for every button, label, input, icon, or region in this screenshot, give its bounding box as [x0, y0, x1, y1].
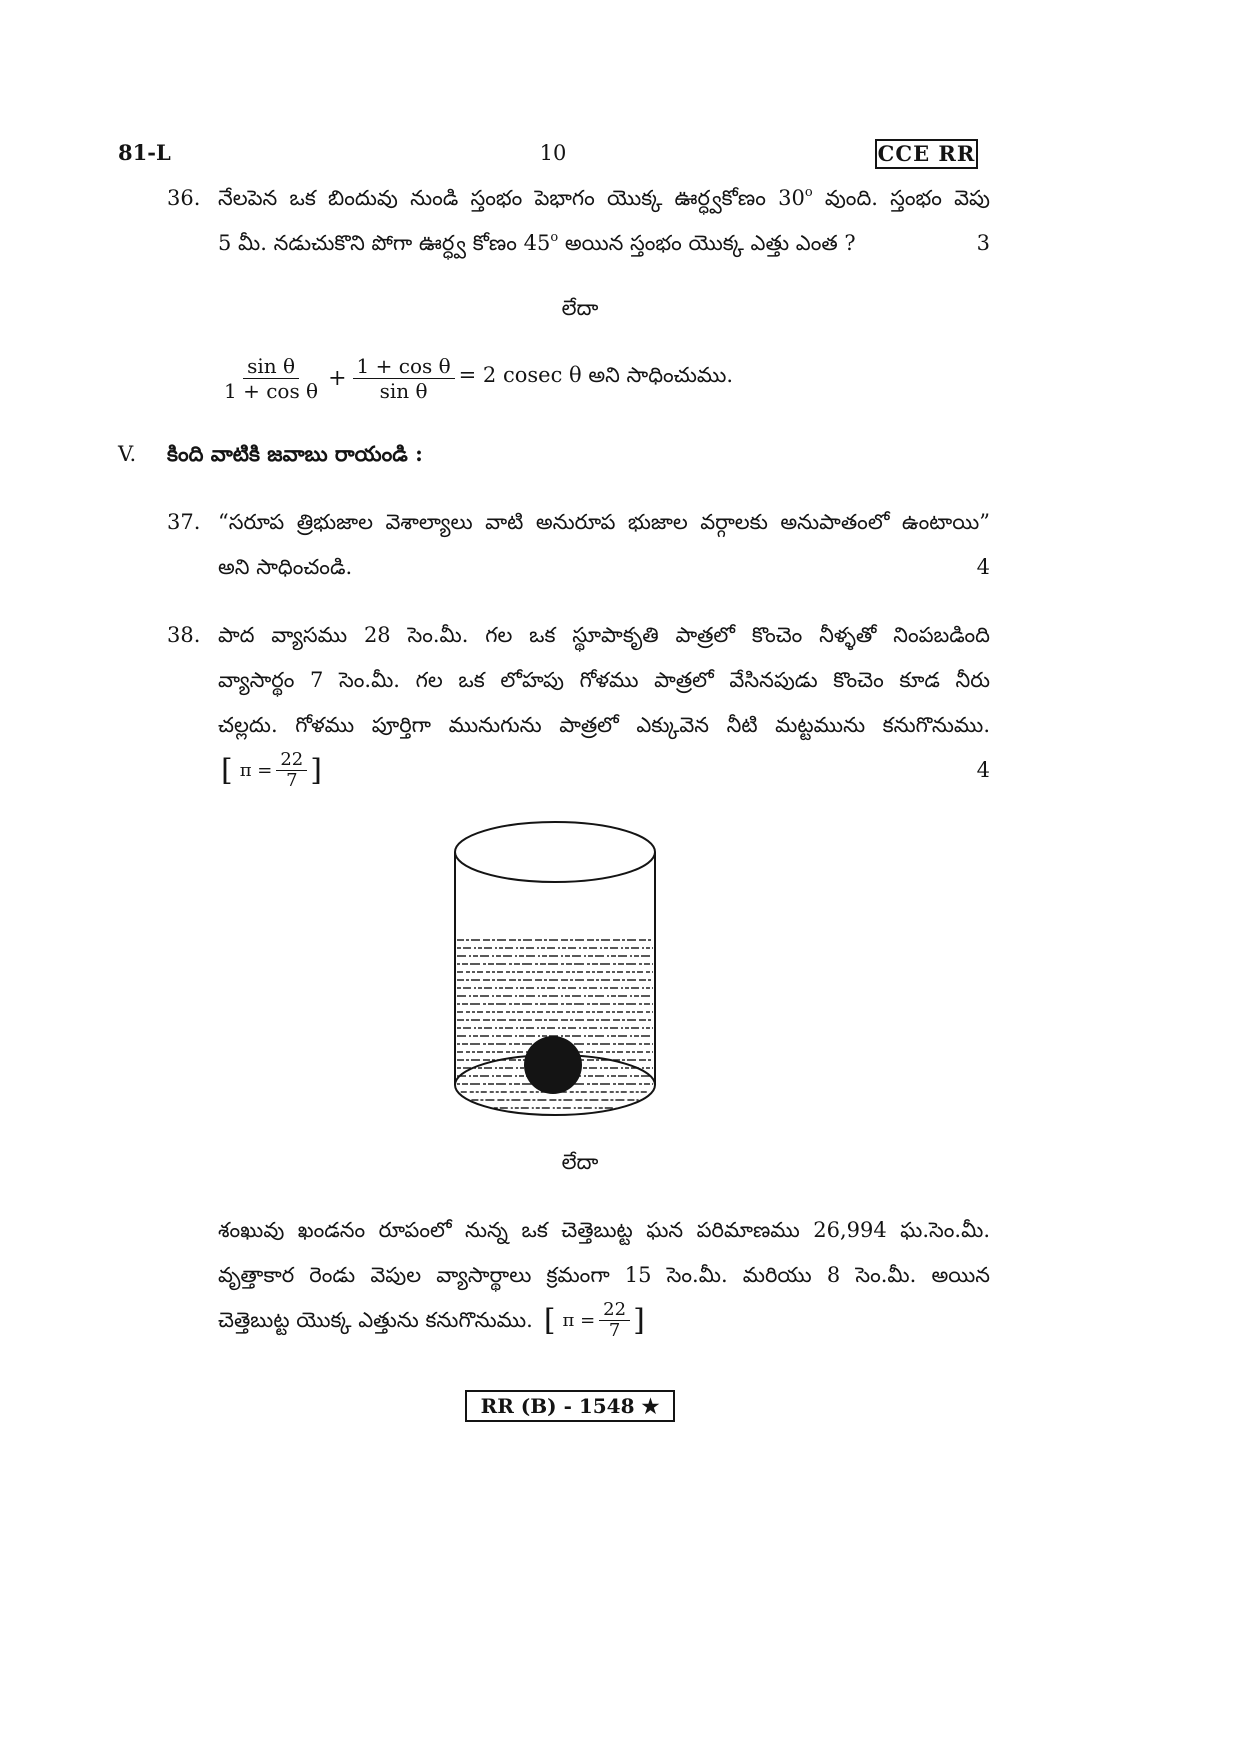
formula-result-text: = 2 cosec θ అని సాధించుము. [458, 363, 734, 387]
numerator: sin θ [243, 354, 299, 379]
open-bracket: [ [543, 1302, 556, 1338]
question-38 [167, 613, 990, 793]
page-number: 10 [539, 141, 567, 165]
question-38-alternative [167, 1208, 990, 1343]
question-line [218, 545, 990, 590]
question-marks: 3 [976, 231, 990, 255]
paper-code: 81-L [118, 140, 171, 165]
trig-identity-formula [220, 350, 733, 406]
question-line [218, 1298, 990, 1343]
question-body [218, 613, 990, 793]
denominator: 7 [608, 1320, 621, 1341]
question-number: 36. [167, 186, 201, 210]
fraction [353, 354, 455, 403]
question-marks: 4 [976, 555, 990, 579]
or-separator: లేదా [561, 1150, 599, 1174]
question-line-text: అని సాధించండి. [218, 555, 353, 579]
question-line [218, 221, 990, 266]
numerator: 22 [599, 1300, 630, 1321]
question-line: వృత్తాకార రెండు వెపుల వ్యాసార్థాలు క్రమంగా 15 సెం.మీ. మరియు 8 సెం.మీ. అయిన [218, 1263, 990, 1287]
text-segment: అయిన స్తంభం యొక్క ఎత్తు ఎంత ? [558, 231, 856, 255]
denominator: 1 + cos θ [224, 378, 319, 403]
open-bracket: [ [221, 752, 233, 788]
pi-symbol: π = [562, 1310, 596, 1331]
denominator: 7 [286, 770, 298, 791]
question-number: 38. [167, 623, 201, 647]
text-segment: నేలపెన ఒక బిందువు నుండి స్తంభం పెభాగం యొక్క ఊర్ధ్వకోణం 30 [218, 186, 805, 210]
question-body [218, 1208, 990, 1343]
question-line [218, 748, 990, 793]
fraction [220, 354, 322, 403]
cylinder-vessel-figure [440, 815, 680, 1135]
degree-mark: o [804, 185, 813, 200]
metal-sphere [524, 1036, 582, 1094]
series-label-box: CCE RR [875, 139, 978, 169]
cylinder-top-ellipse [455, 822, 655, 882]
question-line: పాద వ్యాసము 28 సెం.మీ. గల ఒక స్థూపాకృతి పాత్రలో కొంచెం నీళ్ళతో నింపబడింది [218, 623, 990, 647]
pi-value-expression [533, 1298, 648, 1343]
close-bracket: ] [310, 752, 322, 788]
text-segment: వుంది. స్తంభం వెపు [812, 186, 990, 210]
numerator: 22 [276, 750, 307, 771]
question-line: “సరూప త్రిభుజాల వెశాల్యాలు వాటి అనురూప భుజాల వర్గాలకు అనుపాతంలో ఉంటాయి” [218, 510, 990, 534]
fraction [276, 750, 307, 791]
question-body [218, 176, 990, 266]
section-label: V. [118, 442, 137, 466]
question-line-text: చెత్తెబుట్ట యొక్క ఎత్తును కనుగొనుము. [218, 1308, 533, 1332]
question-36 [167, 176, 990, 266]
text-segment: 5 మీ. నడుచుకొని పోగా ఊర్ధ్వ కోణం 45 [218, 231, 551, 255]
question-line-text [218, 221, 856, 266]
plus-sign: + [328, 365, 347, 391]
or-separator: లేదా [561, 296, 599, 320]
question-37 [167, 500, 990, 590]
question-line: చల్లదు. గోళము పూర్తిగా మునుగును పాత్రలో ఎక్కువెన నీటి మట్టమును కనుగొనుము. [218, 713, 990, 737]
fraction [599, 1300, 630, 1341]
question-line: శంఖువు ఖండనం రూపంలో నున్న ఒక చెత్తెబుట్ట ఘన పరిమాణము 26,994 ఘ.సెం.మీ. [218, 1218, 990, 1242]
question-number: 37. [167, 510, 201, 534]
close-bracket: ] [633, 1302, 645, 1338]
numerator: 1 + cos θ [353, 354, 455, 379]
section-heading: కింది వాటికి జవాబు రాయండి : [167, 441, 423, 466]
pi-symbol: π = [239, 760, 273, 781]
question-line: వ్యాసార్థం 7 సెం.మీ. గల ఒక లోహపు గోళము పాత్రలో వేసినపుడు కొంచెం కూడ నీరు [218, 668, 990, 692]
denominator: sin θ [379, 378, 428, 403]
paper-footer-code: RR (B) - 1548 ★ [465, 1390, 675, 1422]
degree-mark: o [550, 230, 559, 245]
pi-value-expression [218, 748, 325, 793]
question-body [218, 500, 990, 590]
question-marks: 4 [976, 758, 990, 782]
question-line [218, 176, 990, 221]
